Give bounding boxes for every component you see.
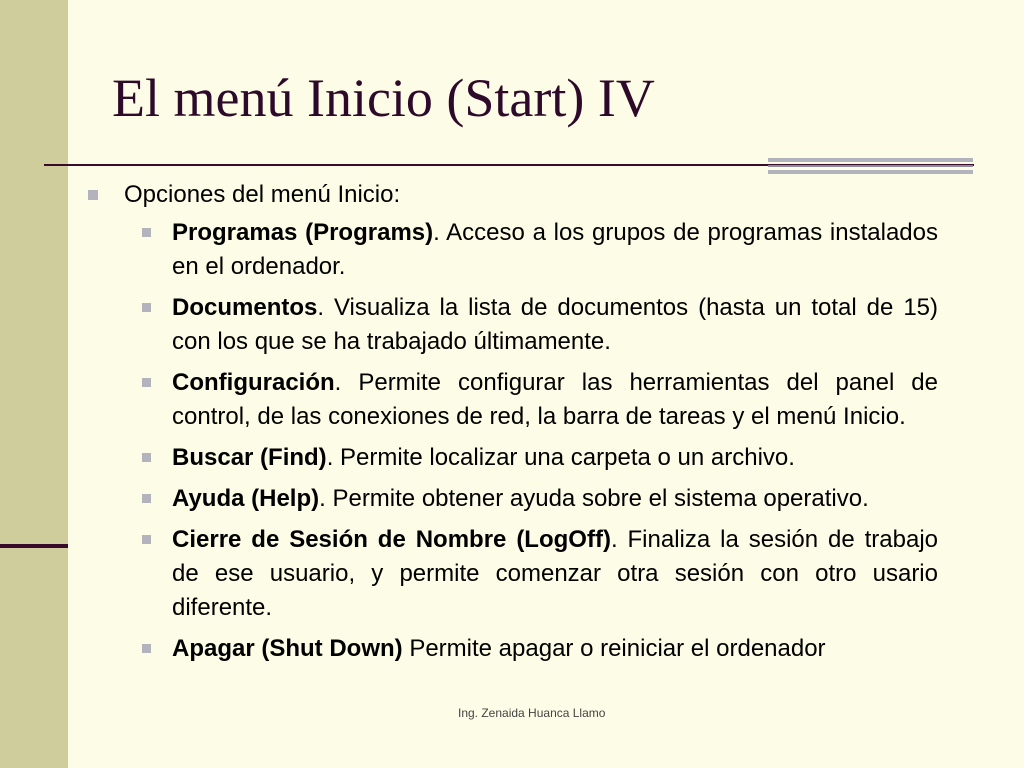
left-band-divider (0, 544, 68, 548)
square-bullet-icon (142, 303, 151, 312)
square-bullet-icon (142, 378, 151, 387)
item-description: . Permite localizar una carpeta o un archivo. (326, 444, 795, 471)
list-item-text (172, 441, 938, 475)
options-list (142, 216, 938, 666)
square-bullet-icon (142, 453, 151, 462)
item-description: . Permite obtener ayuda sobre el sistema operativo. (319, 485, 869, 512)
list-item (142, 291, 938, 359)
item-description: . Visualiza la lista de documentos (hasta un total de 15) con los que se ha trabajado últimamente. (172, 294, 938, 355)
list-item (142, 482, 938, 516)
square-bullet-icon (88, 190, 98, 200)
footer-author: Ing. Zenaida Huanca Llamo (458, 706, 606, 720)
list-item-text (172, 523, 938, 625)
list-item-text (172, 632, 938, 666)
square-bullet-icon (142, 228, 151, 237)
left-decorative-band (0, 0, 68, 768)
item-term: Programas (Programs) (172, 219, 434, 246)
list-item (142, 523, 938, 625)
list-item (142, 216, 938, 284)
item-description: Permite apagar o reiniciar el ordenador (402, 635, 826, 662)
item-description: . Permite configurar las herramientas del panel de control, de las conexiones de red, la barra de tareas y el menú Inicio. (172, 369, 938, 430)
square-bullet-icon (142, 535, 151, 544)
slide-title: El menú Inicio (Start) IV (112, 68, 655, 128)
square-bullet-icon (142, 644, 151, 653)
list-item-text (172, 366, 938, 434)
decorative-bar-top (768, 158, 973, 162)
list-item-text (172, 291, 938, 359)
list-item-text (172, 216, 938, 284)
list-item (142, 632, 938, 666)
item-term: Documentos (172, 294, 318, 321)
list-item-text (172, 482, 938, 516)
list-item (142, 441, 938, 475)
item-term: Cierre de Sesión de Nombre (LogOff) (172, 526, 611, 553)
decorative-bar-bottom (768, 170, 973, 174)
item-description: . Acceso a los grupos de programas instalados en el ordenador. (172, 219, 938, 280)
bullet-heading-text: Opciones del menú Inicio: (124, 181, 401, 208)
bullet-heading (88, 178, 938, 212)
square-bullet-icon (142, 494, 151, 503)
item-term: Ayuda (Help) (172, 485, 320, 512)
list-item (142, 366, 938, 434)
decorative-bar-middle (768, 165, 973, 167)
decorative-bars (768, 158, 973, 177)
item-description: . Finaliza la sesión de trabajo de ese usuario, y permite comenzar otra sesión con otro usario diferente. (172, 526, 938, 621)
item-term: Configuración (172, 369, 335, 396)
item-term: Buscar (Find) (172, 444, 327, 471)
slide-content (88, 178, 938, 673)
item-term: Apagar (Shut Down) (172, 635, 403, 662)
